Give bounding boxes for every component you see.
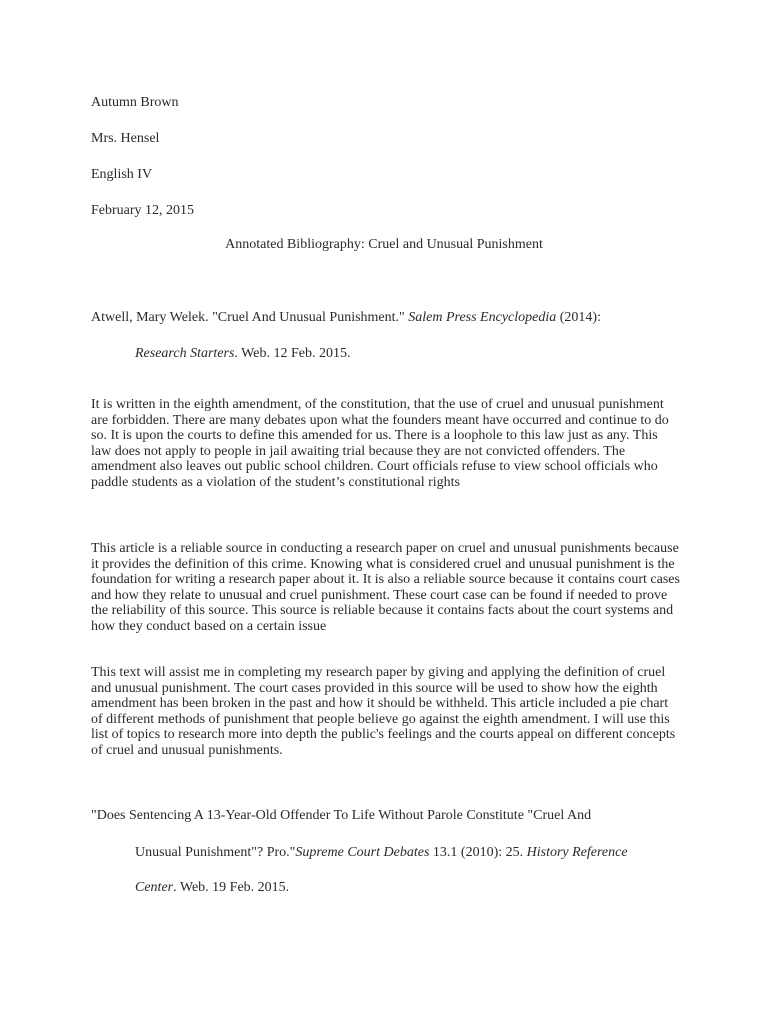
citation-2-database: History Reference (526, 845, 628, 860)
citation-2-line-3 (135, 880, 289, 896)
student-name: Autumn Brown (91, 95, 179, 110)
citation-1-source: Salem Press Encyclopedia (408, 310, 557, 325)
citation-2-access: . Web. 19 Feb. 2015. (173, 880, 290, 895)
citation-2-database-end: Center (135, 880, 174, 895)
use-paragraph: This text will assist me in completing my research paper by giving and applying the definition of cruel and unusual punishment. The court cases provided in this source will be used to show how the eighth amendment has been broken in the past and how it should be withheld. This article included a pie chart of different methods of punishment that people believe go against the eighth amendment. I will use this list of topics to research more into depth the public's feelings and the courts appeal on different concepts of cruel and unusual punishments. (91, 665, 676, 758)
citation-1-author: Atwell, Mary Welek. "Cruel And Unusual Punishment." (91, 310, 409, 325)
citation-1-access: . Web. 12 Feb. 2015. (234, 346, 351, 361)
course-name: English IV (91, 167, 153, 182)
document-title: Annotated Bibliography: Cruel and Unusual Punishment (225, 237, 543, 252)
citation-2-title-end: Unusual Punishment"? Pro." (135, 845, 296, 860)
citation-2-line-1: "Does Sentencing A 13-Year-Old Offender To Life Without Parole Constitute "Cruel And (91, 808, 592, 823)
teacher-name: Mrs. Hensel (91, 131, 160, 146)
evaluation-paragraph: This article is a reliable source in conducting a research paper on cruel and unusual punishments because it provides the definition of this crime. Knowing what is considered cruel and unusual punishment is the foundation for writing a research paper about it. It is also a reliable source because it contains court cases and how they relate to unusual and cruel punishment. These court case can be found if needed to prove the reliability of this source. This source is reliable because it contains facts about the court systems and how they conduct based on a certain issue (91, 541, 680, 634)
citation-2-line-2 (135, 845, 628, 861)
citation-2-journal: Supreme Court Debates (295, 845, 430, 860)
citation-2-volume: 13.1 (2010): 25. (429, 845, 527, 860)
document-date: February 12, 2015 (91, 203, 195, 218)
citation-1-line-1 (91, 310, 601, 326)
summary-paragraph: It is written in the eighth amendment, of the constitution, that the use of cruel and unusual punishment are forbidden. There are many debates upon what the founders meant have occurred and continue to do so. It is upon the courts to define this amended for us. There is a loophole to this law just as any. This law does not apply to people in jail awaiting trial because they are not convicted offenders. The amendment also leaves out public school children. Court officials refuse to view school officials who paddle students as a violation of the student’s constitutional rights (91, 397, 669, 490)
citation-1-year: (2014): (556, 310, 601, 325)
citation-1-line-2 (135, 346, 350, 362)
citation-1-database: Research Starters (135, 346, 235, 361)
